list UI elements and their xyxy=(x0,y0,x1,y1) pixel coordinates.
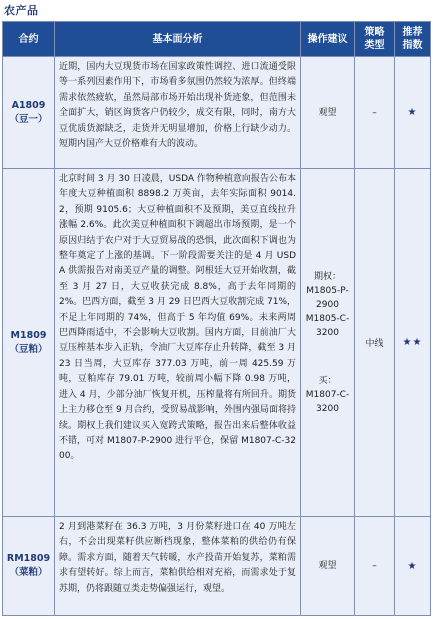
strategy-type-cell: 中线 xyxy=(355,169,395,517)
futures-analysis-table xyxy=(2,21,431,616)
header-type-line2: 类型 xyxy=(364,40,385,51)
advice-buy-line2: 3200 xyxy=(316,403,339,414)
strategy-type-cell: – xyxy=(355,57,395,169)
header-advice: 操作建议 xyxy=(301,22,355,57)
advice-buy-title: 买： xyxy=(318,375,337,386)
header-contract: 合约 xyxy=(3,22,55,57)
table-header-row xyxy=(3,22,431,57)
rating-stars: ★★ xyxy=(395,169,431,517)
analysis-cell: 2 月到港菜籽在 36.3 万吨，3 月份菜籽进口在 40 万吨左右，不会出现菜籽供应断档现象，整体菜粕的供给仍有保障。需求方面，随着天气转暖，水产投苗开始复苏，菜粕需求有望转好。综上而言，菜粕供给相对充裕，而需求处于复苏期，仍将跟随豆类走势偏强运行，观望。 xyxy=(55,517,301,616)
header-type-line1: 策略 xyxy=(364,27,385,38)
header-analysis: 基本面分析 xyxy=(55,22,301,57)
header-rating-line2: 指数 xyxy=(402,40,423,51)
table-row xyxy=(3,517,431,616)
strategy-type-cell: – xyxy=(355,517,395,616)
header-rating xyxy=(395,22,431,57)
advice-option-line2: 2900 xyxy=(316,299,339,310)
header-type xyxy=(355,22,395,57)
analysis-cell: 近期，国内大豆现货市场在国家政策性调控、进口流通受限等一系列因素作用下，市场看多氛围仍然较为浓厚。但终端需求依然疲软，虽然局部市场开始出现补货迹象，但范围未全面扩大，销区询货客户仍较少，成交有限，同时，南方大豆优质货源缺乏，走货并无明显增加，价格上行缺少动力。短期内国产大豆价格难有大的波动。 xyxy=(55,57,301,169)
contract-code: M1809 xyxy=(10,329,47,341)
header-rating-line1: 推荐 xyxy=(402,27,423,38)
advice-option-line3: M1805-C- xyxy=(305,313,350,324)
analysis-cell: 北京时间 3 月 30 日凌晨，USDA 作物种植意向报告公布本年度大豆种植面积 8898.2 万英亩，去年实际面积 9014.2，预期 9105.6；大豆种植面积不及预期，美豆直线拉升涨幅 2.6%。此次美豆种植面积下调超出市场预期，是一个原因归结于农户对于大豆贸易战的恐惧，此次面积下调也为整年奠定了上涨的基调。下一阶段需要关注的是 4 月 USDA 供需报告对南美豆产量的调整。阿根廷大豆开始收割，截至 3 月 27 日，大豆收获完成 8.8%，高于去年同期的 2%。巴西方面，截至 3 月 29 日巴西大豆收割完成 71%，不足上年同期的 74%，但高于 5 年均值 69%。未来两周巴西降雨适中，不会影响大豆收割。国内方面，目前油厂大豆压榨基本步入正轨，令油厂大豆库存止升转降，截至 3 月 23 日当周，大豆库存 377.03 万吨，前一周 425.59 万吨，豆粕库存 79.01 万吨，较前周小幅下降 0.98 万吨，进入 4 月，少部分油厂恢复开机，压榨量将有所回升。期货上主力移仓至 9 月合约，受贸易战影响，外围内强局面将持续。期权上我们建议买入宽跨式策略，报告出来后整体收益不错，可对 M1807-P-2900 进行平仓，保留 M1807-C-3200。 xyxy=(55,169,301,517)
advice-cell xyxy=(301,169,355,517)
contract-cell xyxy=(3,57,55,169)
contract-cell xyxy=(3,517,55,616)
advice-option-line4: 3200 xyxy=(316,327,339,338)
advice-option-title: 期权： xyxy=(313,271,341,282)
advice-option-line1: M1805-P- xyxy=(306,285,349,296)
table-row xyxy=(3,169,431,517)
section-title: 农产品 xyxy=(4,4,39,17)
contract-name: （菜粕） xyxy=(9,567,48,578)
advice-cell: 观望 xyxy=(301,517,355,616)
advice-buy-line1: M1807-C- xyxy=(305,389,350,400)
contract-name: （豆一） xyxy=(9,113,48,125)
advice-cell: 观望 xyxy=(301,57,355,169)
contract-code: RM1809 xyxy=(6,553,51,564)
rating-stars: ★ xyxy=(395,57,431,169)
contract-code: A1809 xyxy=(11,99,46,111)
contract-name: （豆粕） xyxy=(9,343,48,355)
table-row xyxy=(3,57,431,169)
rating-stars: ★ xyxy=(395,517,431,616)
contract-cell xyxy=(3,169,55,517)
